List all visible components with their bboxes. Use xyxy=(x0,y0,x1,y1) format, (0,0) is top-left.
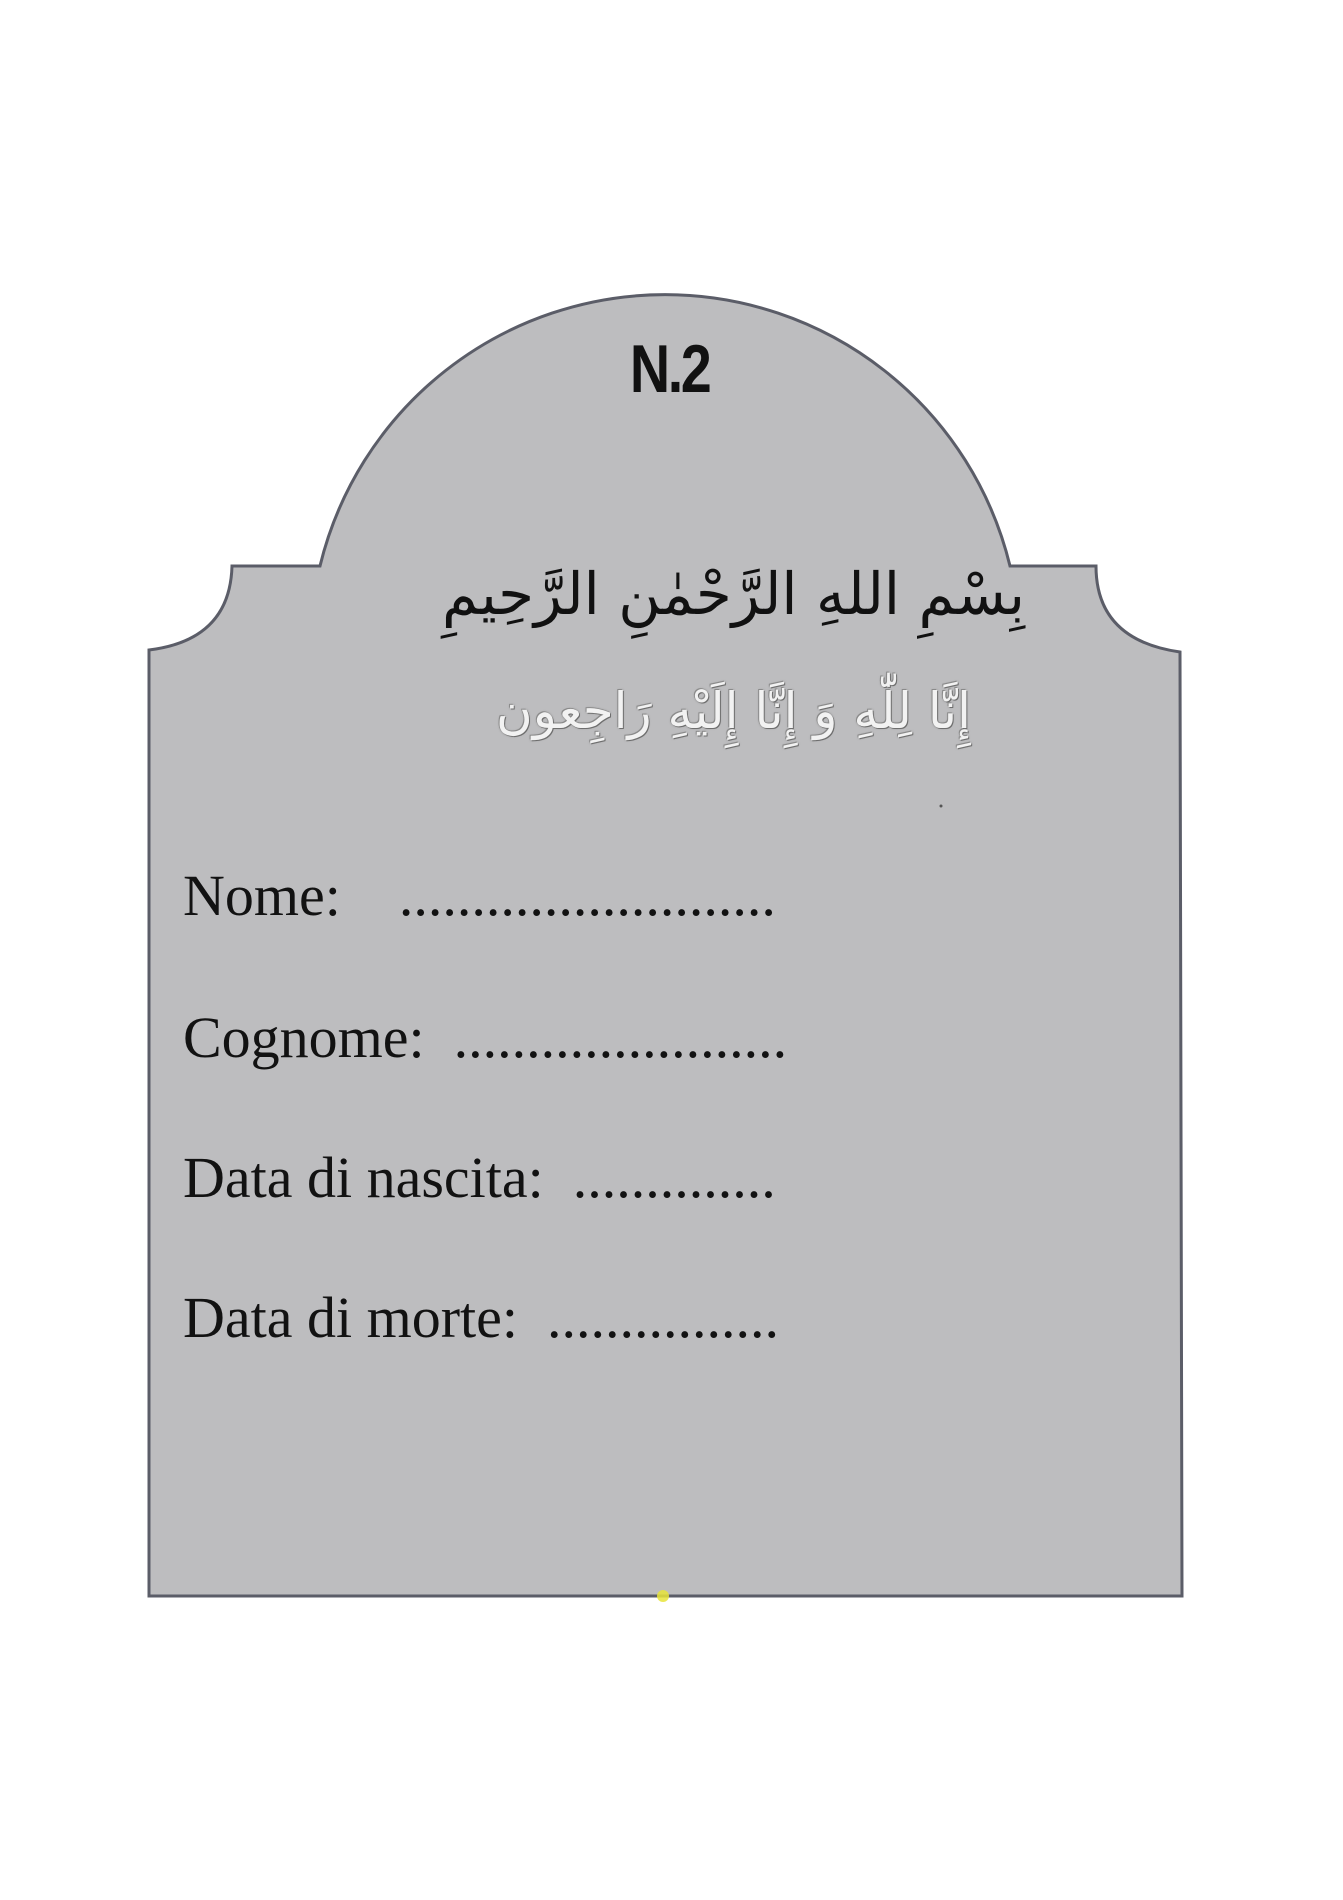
gravestone-outline xyxy=(149,295,1182,1596)
death-date-field: Data di morte: ................ xyxy=(183,1285,780,1350)
name-field: Nome: .......................... xyxy=(183,863,776,928)
gold-dot xyxy=(657,1590,669,1602)
plate-number: N.2 xyxy=(629,331,710,407)
stray-mark xyxy=(940,805,943,808)
inna-lillahi-inscription: إِنَّا لِلّٰهِ وَ إِنَّا إِلَيْهِ رَاجِعون xyxy=(496,682,971,740)
surname-field: Cognome: ....................... xyxy=(183,1005,788,1070)
basmala-calligraphy: بِسْمِ اللهِ الرَّحْمٰنِ الرَّحِيمِ xyxy=(442,560,1025,628)
birth-date-field: Data di nascita: .............. xyxy=(183,1145,776,1210)
